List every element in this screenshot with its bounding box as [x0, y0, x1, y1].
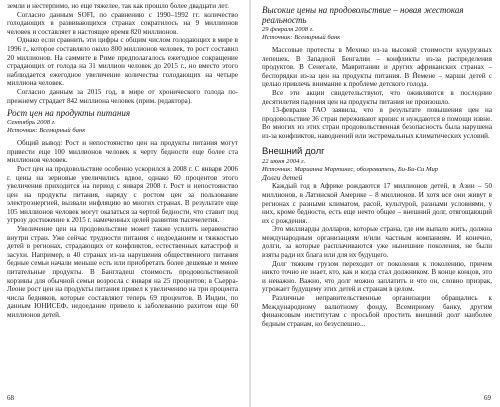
section-source: Источник: Всемирный банк: [262, 34, 341, 41]
paragraph: Согласно данным SOFI, по сравнению с 1990–1992 гг. количество голодающих в развивающихся странах сократилось на 9 миллионов человек и составляет в настоящее время 820 миллионов.: [7, 10, 238, 36]
paragraph: земли и нестерпимо, но еще тяжелее, так как прошло более двадцати лет.: [7, 2, 229, 10]
section-date: 22 июня 2004 г.: [262, 157, 306, 165]
paragraph: Массовые протесты в Мехико из-за высокой стоимости кукурузных лепешек. В Западной Бенгалии – конфликты из-за распределения продуктов. В Сенегале, Мавритании и других африканских странах – беспорядки из-за цен на продукты питания. В Йемене – марши детей с целью привлечь внимание к проблеме детского голода.: [262, 46, 492, 89]
section-source: Источник: Всемирный банк: [7, 127, 86, 135]
paragraph: Долг тяжким грузом переходит от поколения к поколению, причем никто точно не знает, кто, как и когда стал должником. В конце концов, это и неважно. Важно, что долг можно заплатить и что он, словно призрак, угрожает будущему этих детей и странам в целом.: [262, 259, 492, 294]
paragraph: Общий вывод: Рост и непостоянство цен на продукты питания могут привести еще 100 миллионов человек к черту бедности еще более ста миллионов человек.: [7, 139, 238, 165]
section-date: 29 февраля 2008 г.: [262, 26, 314, 33]
page-number: 69: [484, 394, 491, 402]
paragraph: 13-февраля FAO заявила, что в результате повышения цен на продовольствие 36 стран переживают кризис и нуждаются в помощи извне. Во многих из этих стран продовольственная безопасность была нарушена из-за конфликтов, наводнений или экстремальных климатических условий.: [262, 106, 492, 140]
paragraph: Увеличение цен на продовольствие может также усилить неравенство внутри стран. Уже сейчас трудности питания с недоеданием и тяжкостью детей в регионах, страдающих от конфликтов, естественных катастроф и засухи. Например, в 40 странах из-за нарушения общественного питания бедные семьи начали меньше есть или приобретать более дешевые и менее питательные продукты. В Бангладеш стоимость продовольственной корзины для обычной семьи возросла с января на 25 процентов; в Сьерра-Леоне рост цен на продукты питания привел к увеличению на три процента числа бедняков, которые составляют теперь 69 процентов. В Индии, по данным ЮНИСЕФ, недоедание привело к заболеванию рахитом еще 60 миллионов детей.: [7, 225, 238, 319]
section-date: Сентябрь 2008 г.: [7, 119, 56, 127]
paragraph: Каждый год в Африке рождаются 17 миллионов детей, в Азии – 50 миллионов, в Латинской Америке – 8 миллионов. И хотя все они живут в регионах с разными климатом, расой, культурой, разными условиями, у них, кроме бедности, есть еще нечто общее – внешний долг, отягощающий их с рождения.: [262, 182, 492, 225]
section-title: Высокие цены на продовольствие – новая жестокая реальность: [262, 5, 464, 25]
section-title: Рост цен на продукты питания: [7, 108, 131, 119]
right-page: [250, 0, 500, 407]
section-title: Внешний долг: [262, 145, 325, 157]
paragraph: Все эти акции свидетельствуют, что оживляются в последние десятилетия падения цен на продукты питания не произошло.: [262, 88, 492, 106]
paragraph: Однако если сравнить эти цифры с общим числом голодающих в мире в 1996 г., которое составляло около 800 миллионов человек, то рост составил 20 миллионов. На саммите в Риме предполагалось ежегодное сокращение страдающих от голода на 31 миллион человек до 2015 г., но вместо этого наблюдается ежегодное увеличение количества голодающих на четыре миллиона человек.: [7, 36, 238, 88]
paragraph: Рост цен на продовольствие особенно ускорился в 2008 г. С января 2006 г. цены на зерновые увеличились вдвое, однако 60 процентов этого увеличения приходится на период с января 2008 г. Рост и непостоянство цен на продукты питания, наряду с ростом цен за пользование электроэнергией, вызвали инфляцию во многих странах. В результате еще 105 миллионов человек могут оказаться за чертой бедности, что ставит под угрозу достижение к 2015 г. намеченных целей развития тысячелетия.: [7, 164, 238, 225]
paragraph: Согласно данным за 2015 год, в мире от хронического голода по-прежнему страдает 842 миллиона человек (прим. редактора).: [7, 87, 238, 105]
paragraph: Различные неправительственные организации обращались к Международному валютному фонду, Всемирному банку, другим финансовым институтам с просьбой простить внешний долг наиболее бедным странам, но безуспешно...: [262, 294, 492, 328]
page-number: 68: [7, 394, 14, 402]
paragraph: Это миллиарды долларов, которые страна, где им выпало жить, должна международным организациям и/или частным компаниям. И конечно, долги, за которые расплачиваются уже нынешние поколения, не были взяты ради их блага или для их будущего.: [262, 225, 492, 260]
section-subtitle: Долги детей: [262, 172, 303, 182]
section-source: Источник: Марианна Мартинес, обозреватель, Би-Би-Си Мир: [262, 165, 439, 173]
